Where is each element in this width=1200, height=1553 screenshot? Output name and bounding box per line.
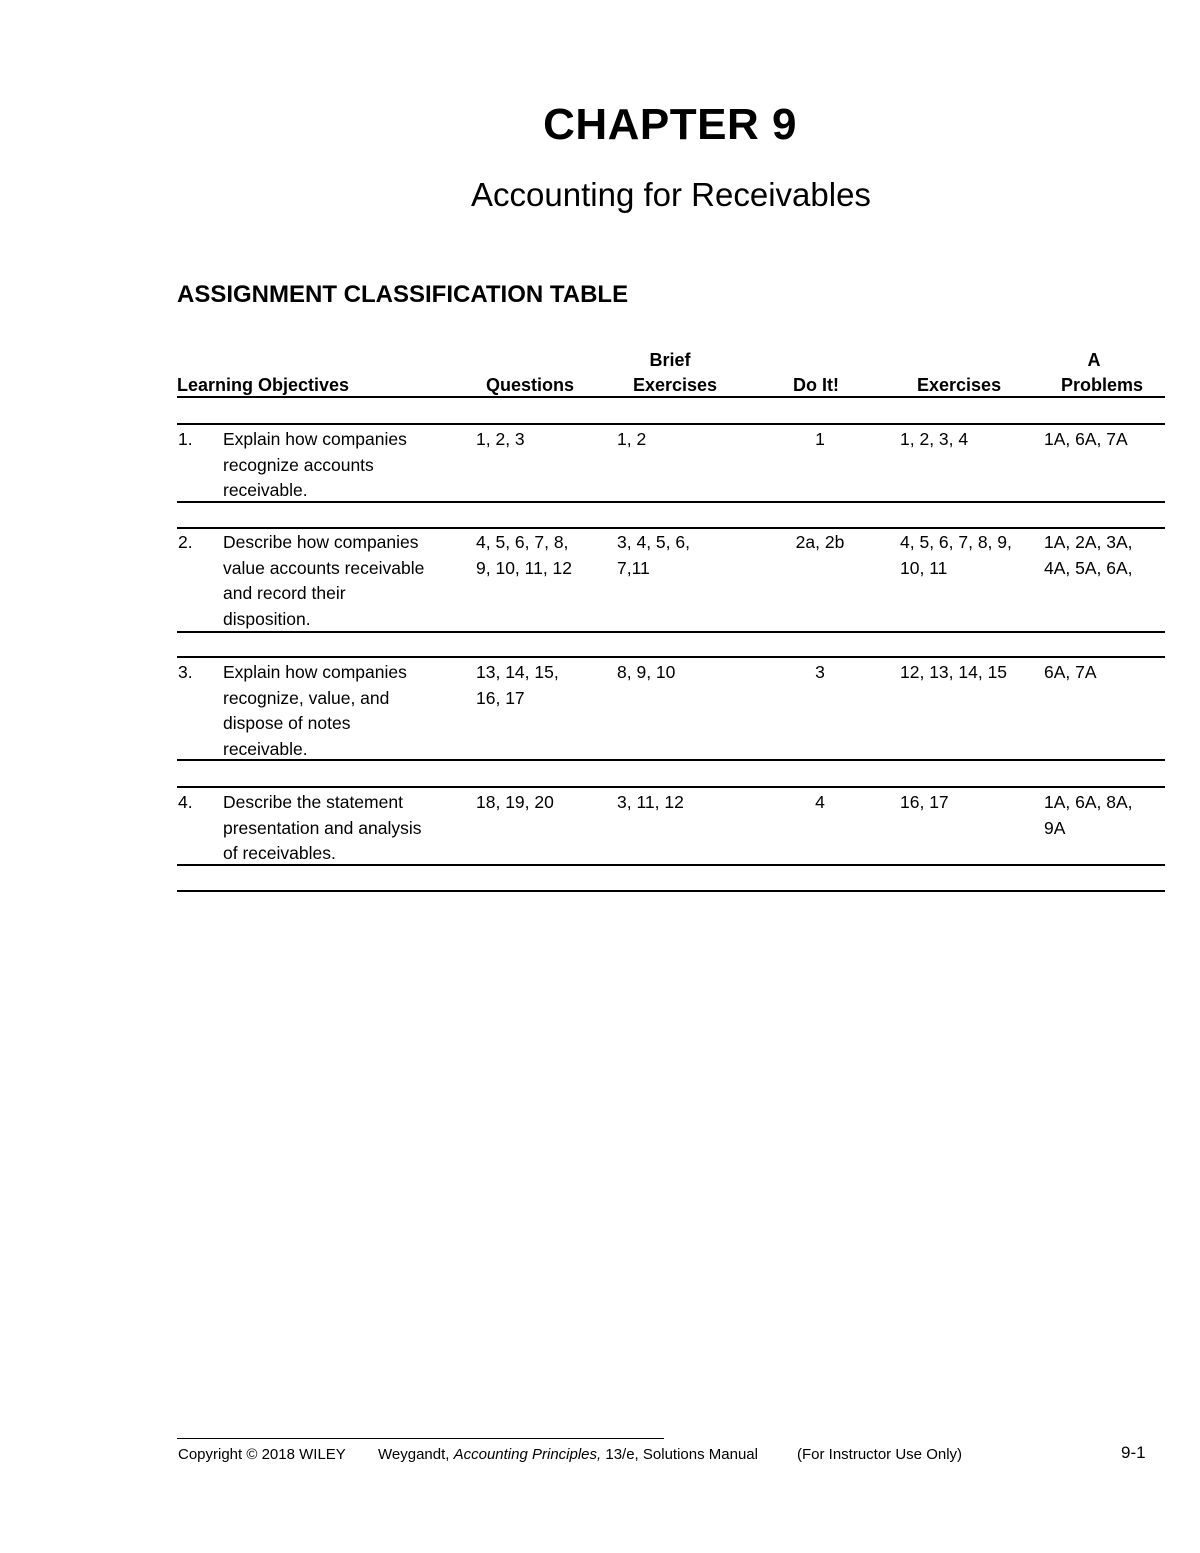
row-3-top-rule [177,656,1165,658]
header-exercises: Exercises [917,375,1002,395]
a-problems-cell: 1A, 6A, 8A, 9A [1044,792,1133,838]
footer-author: Weygandt, [378,1446,450,1463]
row-number: 1. [178,429,193,449]
questions-cell: 4, 5, 6, 7, 8, 9, 10, 11, 12 [476,532,573,578]
header-questions: Questions [486,375,575,395]
exercises-cell: 16, 17 [900,792,949,812]
exercises-cell: 12, 13, 14, 15 [900,662,1008,682]
page-number: 9-1 [1121,1443,1146,1462]
objective-cell: Explain how companies recognize accounts receivable. [223,429,407,501]
footer-book-title: Accounting Principles, [453,1446,602,1463]
row-number: 3. [178,662,193,682]
row-4-top-rule [177,786,1165,788]
a-problems-cell: 6A, 7A [1044,662,1097,682]
header-brief-exercises-line2: Exercises [632,375,718,395]
footer-use-note: (For Instructor Use Only) [797,1446,963,1463]
footer-edition: 13/e, [605,1446,639,1463]
row-number: 4. [178,792,193,812]
header-do-it: Do It! [793,375,839,395]
a-problems-cell: 1A, 6A, 7A [1044,429,1128,449]
chapter-subtitle: Accounting for Receivables [471,176,871,213]
header-brief-exercises-line1: Brief [649,350,691,370]
header-a-problems-line1: A [1087,350,1101,370]
table-title: ASSIGNMENT CLASSIFICATION TABLE [177,281,629,308]
footer-copyright: Copyright © 2018 WILEY [178,1446,346,1463]
do-it-cell: 2a, 2b [795,532,845,552]
table-end-rule [177,890,1165,892]
footer-manual: Solutions Manual [642,1446,758,1463]
questions-cell: 13, 14, 15, 16, 17 [476,662,559,708]
brief-exercises-cell: 3, 4, 5, 6, 7,11 [617,532,690,578]
row-1-top-rule [177,423,1165,425]
exercises-cell: 4, 5, 6, 7, 8, 9, 10, 11 [900,532,1012,578]
chapter-heading: CHAPTER 9 [543,100,797,149]
do-it-cell: 1 [815,429,825,449]
do-it-cell: 4 [815,792,825,812]
header-rule [177,396,1165,398]
row-2-top-rule [177,527,1165,529]
header-a-problems-line2: Problems [1061,375,1144,395]
objective-cell: Explain how companies recognize, value, and dispose of notes receivable. [223,662,407,759]
brief-exercises-cell: 1, 2 [617,429,647,449]
brief-exercises-cell: 8, 9, 10 [617,662,676,682]
objective-cell: Describe how companies value accounts receivable and record their disposition. [223,532,425,629]
a-problems-cell: 1A, 2A, 3A, 4A, 5A, 6A, [1044,532,1133,578]
footer-citation [378,1445,758,1465]
questions-cell: 1, 2, 3 [476,429,525,449]
header-learning-objectives: Learning Objectives [177,375,350,395]
questions-cell: 18, 19, 20 [476,792,554,812]
exercises-cell: 1, 2, 3, 4 [900,429,969,449]
do-it-cell: 3 [815,662,825,682]
row-number: 2. [178,532,193,552]
footer-rule [177,1438,664,1439]
objective-cell: Describe the statement presentation and analysis of receivables. [223,792,422,864]
brief-exercises-cell: 3, 11, 12 [617,792,684,812]
